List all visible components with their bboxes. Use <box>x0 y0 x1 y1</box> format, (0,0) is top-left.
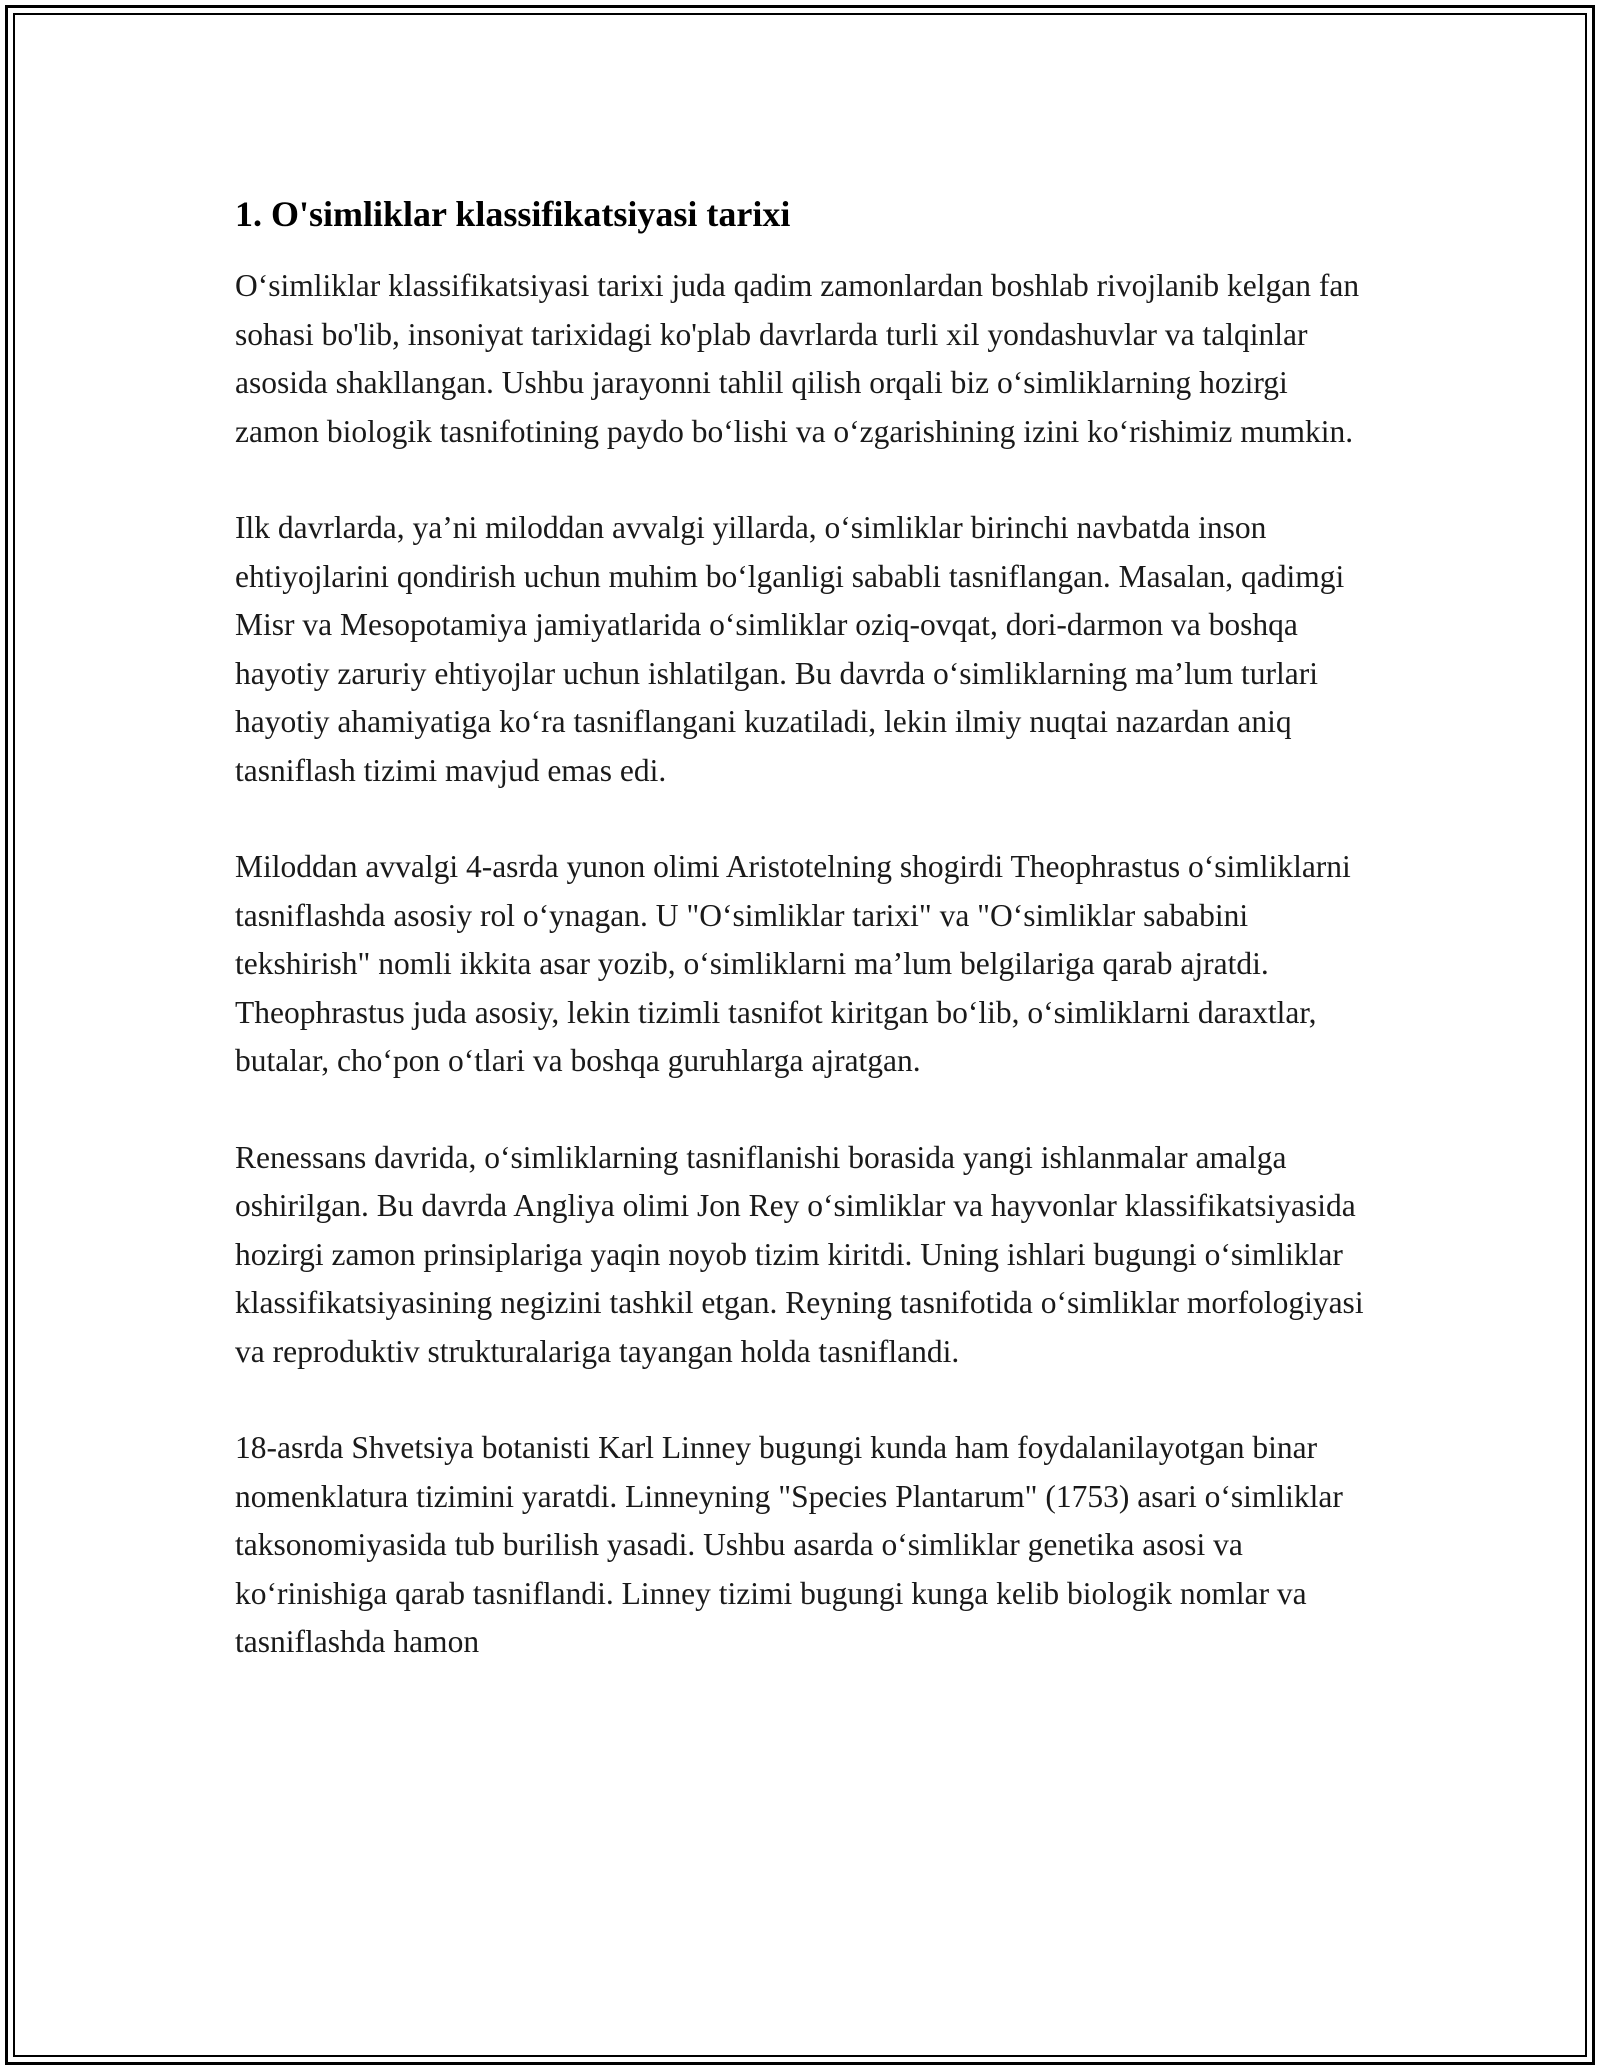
paragraph-3: Miloddan avvalgi 4-asrda yunon olimi Aristotelning shogirdi Theophrastus o‘simliklarni tasniflashda asosiy rol o‘ynagan. U "O‘simliklar tarixi" va "O‘simliklar sababini tekshirish" nomli ikkita asar yozib, o‘simliklarni ma’lum belgilariga qarab ajratdi. Theophrastus juda asosiy, lekin tizimli tasnifot kiritgan bo‘lib, o‘simliklarni daraxtlar, butalar, cho‘pon o‘tlari va boshqa guruhlarga ajratgan. <box>235 849 1351 1078</box>
document-body <box>235 190 1365 1715</box>
page-title: 1. O'simliklar klassifikatsiyasi tarixi <box>235 194 791 234</box>
paragraph-4: Renessans davrida, o‘simliklarning tasniflanishi borasida yangi ishlanmalar amalga oshirilgan. Bu davrda Angliya olimi Jon Rey o‘simliklar va hayvonlar klassifikatsiyasida hozirgi zamon prinsiplariga yaqin noyob tizim kiritdi. Uning ishlari bugungi o‘simliklar klassifikatsiyasining negizini tashkil etgan. Reyning tasnifotida o‘simliklar morfologiyasi va reproduktiv strukturalariga tayangan holda tasniflandi. <box>235 1139 1364 1369</box>
paragraph-2: Ilk davrlarda, ya’ni miloddan avvalgi yillarda, o‘simliklar birinchi navbatda inson ehtiyojlarini qondirish uchun muhim bo‘lganligi sababli tasniflangan. Masalan, qadimgi Misr va Mesopotamiya jamiyatlarida o‘simliklar oziq-ovqat, dori-darmon va boshqa hayotiy zaruriy ehtiyojlar uchun ishlatilgan. Bu davrda o‘simliklarning ma’lum turlari hayotiy ahamiyatiga ko‘ra tasniflangani kuzatiladi, lekin ilmiy nuqtai nazardan aniq tasniflash tizimi mavjud emas edi. <box>235 510 1345 788</box>
paragraph-1: O‘simliklar klassifikatsiyasi tarixi juda qadim zamonlardan boshlab rivojlanib kelgan fan sohasi bo'lib, insoniyat tarixidagi ko'plab davrlarda turli xil yondashuvlar va talqinlar asosida shakllangan. Ushbu jarayonni tahlil qilish orqali biz o‘simliklarning hozirgi zamon biologik tasnifotining paydo bo‘lishi va o‘zgarishining izini ko‘rishimiz mumkin. <box>235 268 1360 449</box>
paragraph-5: 18-asrda Shvetsiya botanisti Karl Linney bugungi kunda ham foydalanilayotgan binar nomenklatura tizimini yaratdi. Linneyning "Species Plantarum" (1753) asari o‘simliklar taksonomiyasida tub burilish yasadi. Ushbu asarda o‘simliklar genetika asosi va ko‘rinishiga qarab tasniflandi. Linney tizimi bugungi kunga kelib biologik nomlar va tasniflashda hamon <box>235 1430 1343 1659</box>
